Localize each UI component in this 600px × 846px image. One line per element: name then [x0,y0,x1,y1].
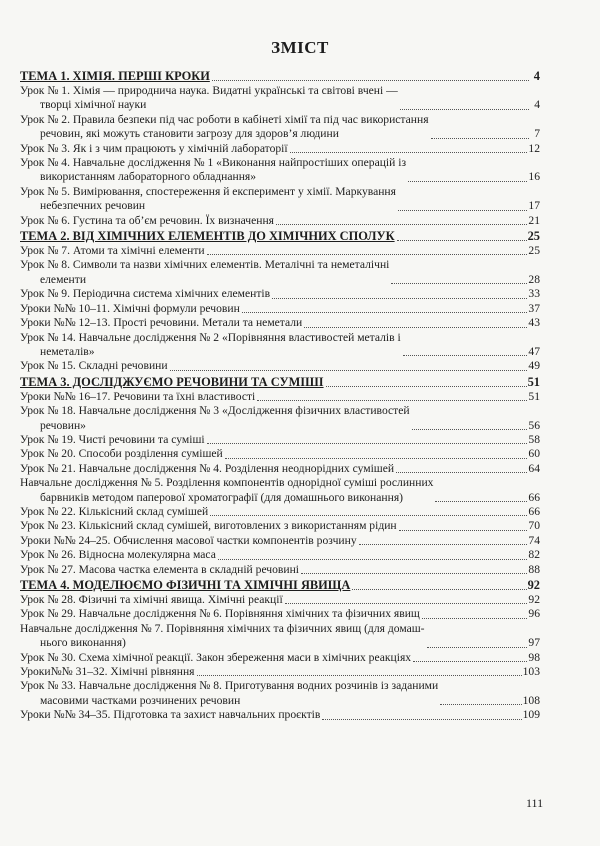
toc-lesson-entry [20,462,540,476]
entry-page-number: 33 [528,287,540,301]
entry-title-line: ТЕМА 4. МОДЕЛЮЄМО ФІЗИЧНІ ТА ХІМІЧНІ ЯВИЩА [20,578,351,592]
entry-title [20,142,288,156]
entry-title-line: Урок № 30. Схема хімічної реакції. Закон збереження маси в хімічних реакціях [20,650,412,664]
dot-leader [322,719,521,720]
entry-title [20,462,394,476]
toc-lesson-entry [20,244,540,258]
entry-title [20,593,283,607]
entry-title [20,651,411,665]
dot-leader [412,429,528,430]
toc-lesson-entry [20,331,540,360]
entry-title-continuation: небезпечних речовин [40,199,146,213]
entry-title-continuation: неметалів» [40,344,95,358]
toc-theme-entry [20,577,540,593]
entry-title-line: Урок № 8. Символи та назви хімічних елементів. Металічні та неметалічні [20,258,390,272]
entry-title [20,607,420,621]
dot-leader [272,298,527,299]
dot-leader [435,501,527,502]
toc-lesson-entry [20,651,540,665]
toc-lesson-entry [20,622,540,651]
entry-title [20,505,208,519]
entry-title-line: Навчальне дослідження № 7. Порівняння хімічних та фізичних явищ (для домаш- [20,621,425,635]
dot-leader [440,704,521,705]
entry-title [20,302,240,316]
entry-title-line: Навчальне дослідження № 5. Розділення компонентів однорідної суміші рослинних [20,476,434,490]
toc-lesson-entry [20,156,540,185]
entry-page-number: 17 [528,199,540,213]
entry-title-line: Урок № 3. Як і з чим працюють у хімічній лабораторії [20,141,288,155]
entry-title [20,316,302,330]
toc-lesson-entry [20,708,540,722]
toc-lesson-entry [20,142,540,156]
entry-page-number: 60 [528,447,540,461]
entry-title [20,228,395,244]
entry-page-number: 4 [534,98,540,112]
entry-title-continuation: нього виконання) [40,636,126,650]
entry-title-line: Урок № 22. Кількісний склад сумішей [20,504,209,518]
entry-page-number: 66 [528,504,540,518]
dot-leader [397,240,527,241]
entry-page-number: 7 [534,127,540,141]
dot-leader [304,327,527,328]
toc-lesson-entry [20,185,540,214]
toc-lesson-entry [20,447,540,461]
entry-title-line: Урок № 6. Густина та об’єм речовин. Їх визначення [20,213,274,227]
dot-leader [400,109,529,110]
entry-title [20,374,324,390]
toc-lesson-entry [20,534,540,548]
entry-title-continuation: використанням лабораторного обладнання» [40,170,257,184]
entry-title-continuation: масовими частками розчинених речовин [40,693,241,707]
toc-lesson-entry [20,404,540,433]
entry-title [20,287,270,301]
entry-title [20,68,210,84]
table-of-contents [20,68,540,723]
entry-title-line: Урок № 20. Способи розділення сумішей [20,447,223,461]
entry-title-line: ТЕМА 1. ХІМІЯ. ПЕРШІ КРОКИ [20,69,210,83]
entry-title [20,359,168,373]
entry-title [20,679,438,708]
dot-leader [285,603,528,604]
entry-page-number: 97 [528,636,540,650]
entry-title [20,577,350,593]
entry-page-number: 49 [528,359,540,373]
entry-page-number: 16 [528,170,540,184]
dot-leader [210,515,527,516]
entry-title-line: Урок № 28. Фізичні та хімічні явища. Хімічні реакції [20,593,283,606]
dot-leader [399,530,528,531]
entry-title-line: Урок № 14. Навчальне дослідження № 2 «Порівняння властивостей металів і [20,330,401,344]
entry-title [20,390,255,404]
dot-leader [257,400,527,401]
entry-page-number: 4 [533,69,540,83]
entry-title-continuation: речовин, які можуть становити загрозу для здоров’я людини [40,127,339,141]
entry-title-line: Уроки №№ 10–11. Хімічні формули речовин [20,301,240,315]
dot-leader [431,138,529,139]
entry-page-number: 47 [528,344,540,358]
entry-title-line: Урок № 15. Складні речовини [20,359,168,373]
dot-leader [359,544,528,545]
entry-title [20,534,357,548]
toc-lesson-entry [20,548,540,562]
dot-leader [218,559,528,560]
toc-lesson-entry [20,476,540,505]
entry-title-line: ТЕМА 3. ДОСЛІДЖУЄМО РЕЧОВИНИ ТА СУМІШІ [20,374,324,389]
entry-title-line: Урок № 26. Відносна молекулярна маса [20,548,216,562]
toc-lesson-entry [20,84,540,113]
toc-lesson-entry [20,593,540,607]
entry-title-line: Урок № 9. Періодична система хімічних елементів [20,287,271,301]
entry-title-continuation: творці хімічної науки [40,98,147,112]
entry-page-number: 28 [528,272,540,286]
entry-title-line: ТЕМА 2. ВІД ХІМІЧНИХ ЕЛЕМЕНТІВ ДО ХІМІЧНИХ СПОЛУК [20,229,395,244]
toc-theme-entry [20,374,540,390]
entry-page-number: 66 [528,490,540,504]
dot-leader [170,370,528,371]
entry-title [20,563,299,577]
entry-page-number: 74 [528,533,540,547]
entry-title-line: Уроки №№ 34–35. Підготовка та захист навчальних проєктів [20,708,321,722]
toc-lesson-entry [20,113,540,142]
entry-title-line: Урок № 4. Навчальне дослідження № 1 «Виконання найпростіших операцій із [20,156,407,170]
dot-leader [212,80,529,81]
dot-leader [398,210,527,211]
dot-leader [422,618,528,619]
dot-leader [427,647,528,648]
entry-title-line: Уроки №№ 16–17. Речовини та їхні властивості [20,389,256,403]
dot-leader [301,573,527,574]
dot-leader [290,152,528,153]
dot-leader [207,443,528,444]
entry-page-number: 21 [528,213,540,227]
toc-lesson-entry [20,258,540,287]
toc-lesson-entry [20,519,540,533]
entry-title [20,331,401,360]
entry-page-number: 25 [528,244,540,258]
toc-lesson-entry [20,359,540,373]
entry-page-number: 51 [528,389,540,403]
dot-leader [408,181,527,182]
entry-title-line: Урок № 33. Навчальне дослідження № 8. Приготування водних розчинів із заданими [20,679,439,693]
entry-title-line: Урок № 7. Атоми та хімічні елементи [20,244,205,258]
dot-leader [242,312,528,313]
entry-title-line: Урок № 27. Масова частка елемента в складній речовині [20,562,300,576]
entry-title [20,476,433,505]
entry-page-number: 98 [528,650,540,664]
dot-leader [276,224,527,225]
entry-title [20,665,195,679]
entry-title-line: Уроки№№ 31–32. Хімічні рівняння [20,665,195,679]
entry-page-number: 109 [522,708,540,722]
entry-title [20,548,216,562]
entry-title-continuation: речовин» [40,418,86,432]
dot-leader [326,386,527,387]
dot-leader [413,661,527,662]
entry-page-number: 92 [528,593,540,606]
toc-lesson-entry [20,679,540,708]
entry-title-line: Урок № 19. Чисті речовини та суміші [20,432,205,446]
entry-title-line: Урок № 18. Навчальне дослідження № 3 «Дослідження фізичних властивостей [20,404,410,418]
entry-title [20,433,205,447]
toc-lesson-entry [20,433,540,447]
entry-title-line: Уроки №№ 12–13. Прості речовини. Метали та неметали [20,316,303,330]
entry-title [20,84,398,113]
entry-title-line: Урок № 23. Кількісний склад сумішей, виготовлених з використанням рідин [20,519,397,533]
entry-title-line: Уроки №№ 24–25. Обчислення масової частки компонентів розчину [20,533,357,547]
entry-title [20,185,396,214]
toc-lesson-entry [20,287,540,301]
toc-lesson-entry [20,563,540,577]
entry-page-number: 92 [527,578,540,592]
toc-lesson-entry [20,316,540,330]
entry-page-number: 58 [528,432,540,446]
dot-leader [207,254,528,255]
entry-page-number: 82 [528,548,540,562]
dot-leader [396,472,527,473]
entry-title [20,404,410,433]
dot-leader [225,458,528,459]
entry-page-number: 96 [528,607,540,621]
entry-title-line: Урок № 2. Правила безпеки під час роботи в кабінеті хімії та під час використання [20,112,429,126]
entry-page-number: 64 [528,461,540,475]
entry-title-line: Урок № 5. Вимірювання, спостереження й експеримент у хімії. Маркування [20,184,396,198]
toc-lesson-entry [20,390,540,404]
entry-title [20,113,429,142]
entry-page-number: 56 [528,418,540,432]
entry-title [20,708,320,722]
entry-title [20,622,425,651]
entry-page-number: 25 [527,229,540,244]
entry-page-number: 70 [528,519,540,533]
entry-page-number: 43 [528,316,540,330]
toc-lesson-entry [20,607,540,621]
toc-theme-entry [20,228,540,244]
entry-page-number: 12 [528,141,540,155]
entry-page-number: 37 [528,301,540,315]
page-title: ЗМІСТ [271,38,329,57]
entry-title [20,214,274,228]
dot-leader [352,589,526,590]
dot-leader [403,355,528,356]
entry-title [20,244,205,258]
entry-title [20,258,389,287]
entry-title-line: Урок № 21. Навчальне дослідження № 4. Розділення неоднорідних сумішей [20,461,395,475]
toc-lesson-entry [20,665,540,679]
entry-title-line: Урок № 1. Хімія — природнича наука. Видатні українські та світові вчені — [20,84,398,97]
dot-leader [197,675,522,676]
entry-page-number: 51 [527,374,540,389]
page-number: 111 [526,796,544,810]
toc-lesson-entry [20,302,540,316]
entry-title-continuation: елементи [40,272,87,286]
toc-theme-entry [20,68,540,84]
entry-title [20,519,397,533]
entry-title-line: Урок № 29. Навчальне дослідження № 6. Порівняння хімічних та фізичних явищ [20,607,420,621]
toc-lesson-entry [20,505,540,519]
entry-page-number: 103 [522,665,540,679]
toc-lesson-entry [20,214,540,228]
entry-page-number: 88 [528,562,540,576]
entry-title [20,156,406,185]
entry-title [20,447,223,461]
entry-title-continuation: барвників методом паперової хроматографії (для домашнього виконання) [40,490,404,504]
dot-leader [391,283,527,284]
entry-page-number: 108 [522,693,540,707]
